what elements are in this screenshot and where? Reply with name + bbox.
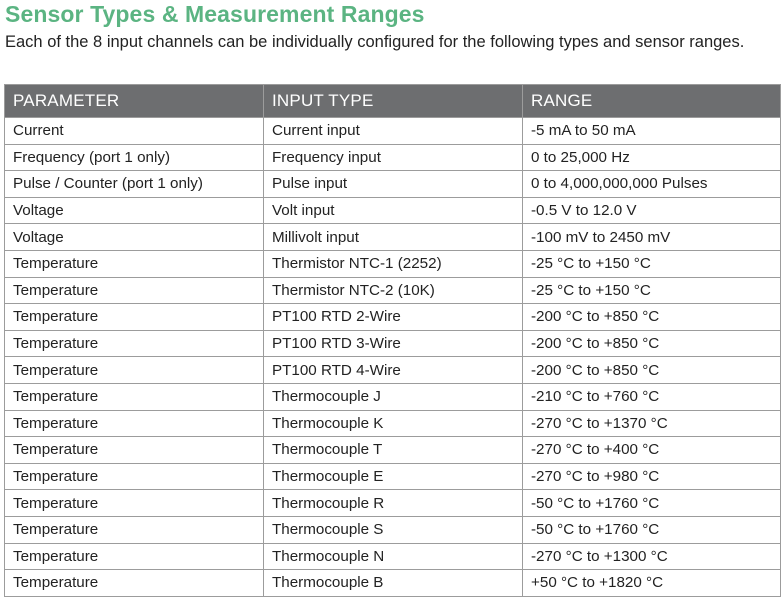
- cell-range: -200 °C to +850 °C: [523, 330, 781, 357]
- cell-parameter: Temperature: [5, 250, 264, 277]
- cell-input-type: Thermocouple B: [264, 570, 523, 597]
- table-row: [5, 250, 781, 277]
- cell-input-type: Thermistor NTC-2 (10K): [264, 277, 523, 304]
- cell-range: -0.5 V to 12.0 V: [523, 197, 781, 224]
- cell-parameter: Temperature: [5, 410, 264, 437]
- cell-parameter: Temperature: [5, 383, 264, 410]
- table-row: [5, 330, 781, 357]
- table-row: [5, 171, 781, 198]
- table-row: [5, 144, 781, 171]
- cell-parameter: Pulse / Counter (port 1 only): [5, 171, 264, 198]
- cell-input-type: Millivolt input: [264, 224, 523, 251]
- table-row: [5, 570, 781, 597]
- cell-input-type: Current input: [264, 118, 523, 145]
- cell-range: -200 °C to +850 °C: [523, 304, 781, 331]
- cell-input-type: Thermocouple E: [264, 463, 523, 490]
- cell-parameter: Temperature: [5, 277, 264, 304]
- cell-input-type: PT100 RTD 3-Wire: [264, 330, 523, 357]
- sensor-ranges-table: [4, 84, 781, 597]
- page-title: Sensor Types & Measurement Ranges: [5, 1, 425, 27]
- table-row: [5, 224, 781, 251]
- cell-parameter: Frequency (port 1 only): [5, 144, 264, 171]
- cell-input-type: Thermocouple T: [264, 437, 523, 464]
- cell-range: -50 °C to +1760 °C: [523, 516, 781, 543]
- table-row: [5, 357, 781, 384]
- cell-range: 0 to 4,000,000,000 Pulses: [523, 171, 781, 198]
- cell-parameter: Voltage: [5, 197, 264, 224]
- cell-parameter: Temperature: [5, 516, 264, 543]
- cell-range: -100 mV to 2450 mV: [523, 224, 781, 251]
- table-row: [5, 543, 781, 570]
- table-row: [5, 383, 781, 410]
- cell-parameter: Temperature: [5, 304, 264, 331]
- cell-input-type: Thermocouple N: [264, 543, 523, 570]
- cell-input-type: Pulse input: [264, 171, 523, 198]
- cell-range: +50 °C to +1820 °C: [523, 570, 781, 597]
- table-header-row: [5, 85, 781, 118]
- cell-input-type: Thermistor NTC-1 (2252): [264, 250, 523, 277]
- column-header-parameter: PARAMETER: [5, 85, 264, 118]
- cell-parameter: Temperature: [5, 437, 264, 464]
- cell-range: -50 °C to +1760 °C: [523, 490, 781, 517]
- cell-range: -270 °C to +980 °C: [523, 463, 781, 490]
- cell-range: -25 °C to +150 °C: [523, 250, 781, 277]
- table-row: [5, 410, 781, 437]
- cell-input-type: Thermocouple J: [264, 383, 523, 410]
- table-body: [5, 118, 781, 597]
- cell-range: -210 °C to +760 °C: [523, 383, 781, 410]
- table-row: [5, 463, 781, 490]
- cell-input-type: Frequency input: [264, 144, 523, 171]
- column-header-input-type: INPUT TYPE: [264, 85, 523, 118]
- cell-input-type: Volt input: [264, 197, 523, 224]
- cell-parameter: Voltage: [5, 224, 264, 251]
- cell-parameter: Temperature: [5, 330, 264, 357]
- cell-parameter: Temperature: [5, 570, 264, 597]
- cell-range: -25 °C to +150 °C: [523, 277, 781, 304]
- cell-range: 0 to 25,000 Hz: [523, 144, 781, 171]
- cell-parameter: Temperature: [5, 357, 264, 384]
- table-row: [5, 118, 781, 145]
- cell-input-type: PT100 RTD 2-Wire: [264, 304, 523, 331]
- cell-input-type: PT100 RTD 4-Wire: [264, 357, 523, 384]
- cell-range: -270 °C to +400 °C: [523, 437, 781, 464]
- cell-input-type: Thermocouple K: [264, 410, 523, 437]
- cell-parameter: Current: [5, 118, 264, 145]
- cell-parameter: Temperature: [5, 490, 264, 517]
- column-header-range: RANGE: [523, 85, 781, 118]
- cell-range: -270 °C to +1300 °C: [523, 543, 781, 570]
- table-row: [5, 277, 781, 304]
- cell-parameter: Temperature: [5, 463, 264, 490]
- cell-range: -200 °C to +850 °C: [523, 357, 781, 384]
- table-row: [5, 304, 781, 331]
- cell-range: -5 mA to 50 mA: [523, 118, 781, 145]
- cell-input-type: Thermocouple R: [264, 490, 523, 517]
- table-row: [5, 437, 781, 464]
- table-row: [5, 516, 781, 543]
- cell-input-type: Thermocouple S: [264, 516, 523, 543]
- cell-range: -270 °C to +1370 °C: [523, 410, 781, 437]
- page-subtitle: Each of the 8 input channels can be individually configured for the following types and sensor ranges.: [5, 33, 745, 51]
- cell-parameter: Temperature: [5, 543, 264, 570]
- table-row: [5, 197, 781, 224]
- table-row: [5, 490, 781, 517]
